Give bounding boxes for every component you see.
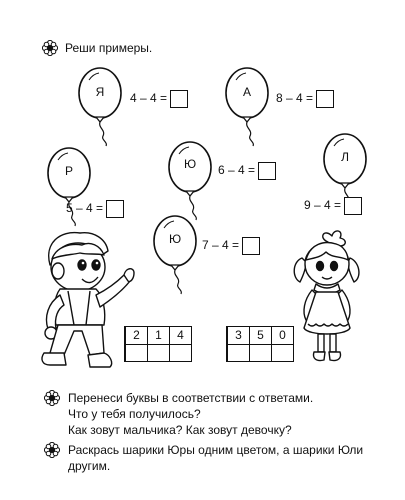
- balloon-icon: [150, 214, 200, 296]
- task-2-line-3: Как зовут мальчика? Как зовут девочку?: [68, 423, 292, 437]
- answer-box[interactable]: [344, 197, 362, 215]
- example-2: 8 – 4 =: [276, 89, 334, 108]
- answer-box[interactable]: [242, 237, 260, 255]
- answer-box[interactable]: [316, 90, 334, 108]
- balloon-icon: [222, 66, 272, 148]
- grid-cell[interactable]: 1: [147, 327, 169, 361]
- balloon-letter: Р: [64, 164, 73, 178]
- answer-box[interactable]: [106, 200, 124, 218]
- girl-illustration: [288, 228, 368, 366]
- answer-grid-boy: [124, 326, 192, 362]
- grid-cell[interactable]: 0: [271, 327, 293, 361]
- balloon-letter: Л: [341, 150, 349, 164]
- task-3-line-1: Раскрась шарики Юры одним цветом, а шарики Юли: [68, 443, 364, 457]
- balloon-letter: Я: [95, 85, 105, 99]
- example-1: 4 – 4 =: [130, 89, 188, 108]
- grid-cell[interactable]: 4: [169, 327, 191, 361]
- task-2-line-1: Перенеси буквы в соответствии с ответами.: [68, 391, 314, 405]
- grid-cell[interactable]: 2: [125, 327, 147, 361]
- task-3-line-2: другим.: [68, 459, 111, 473]
- answer-grid-girl: [226, 326, 294, 362]
- task-2-line-2: Что у тебя получилось?: [68, 407, 201, 421]
- balloon-letter: Ю: [168, 232, 182, 246]
- flower-icon: [44, 442, 60, 458]
- grid-cell[interactable]: 3: [227, 327, 249, 361]
- answer-box[interactable]: [258, 162, 276, 180]
- example-6: 7 – 4 =: [202, 236, 260, 255]
- answer-box[interactable]: [170, 90, 188, 108]
- example-3: 6 – 4 =: [218, 161, 276, 180]
- balloon-icon: [165, 140, 215, 222]
- balloon-icon: [75, 66, 125, 148]
- flower-icon: [42, 40, 58, 56]
- task-1-text: Реши примеры.: [65, 41, 153, 55]
- flower-icon: [44, 390, 60, 406]
- balloon-letter: Ю: [183, 157, 197, 171]
- example-4: 5 – 4 =: [66, 199, 124, 218]
- balloon-letter: А: [242, 85, 251, 99]
- grid-cell[interactable]: 5: [249, 327, 271, 361]
- example-5: 9 – 4 =: [304, 196, 362, 215]
